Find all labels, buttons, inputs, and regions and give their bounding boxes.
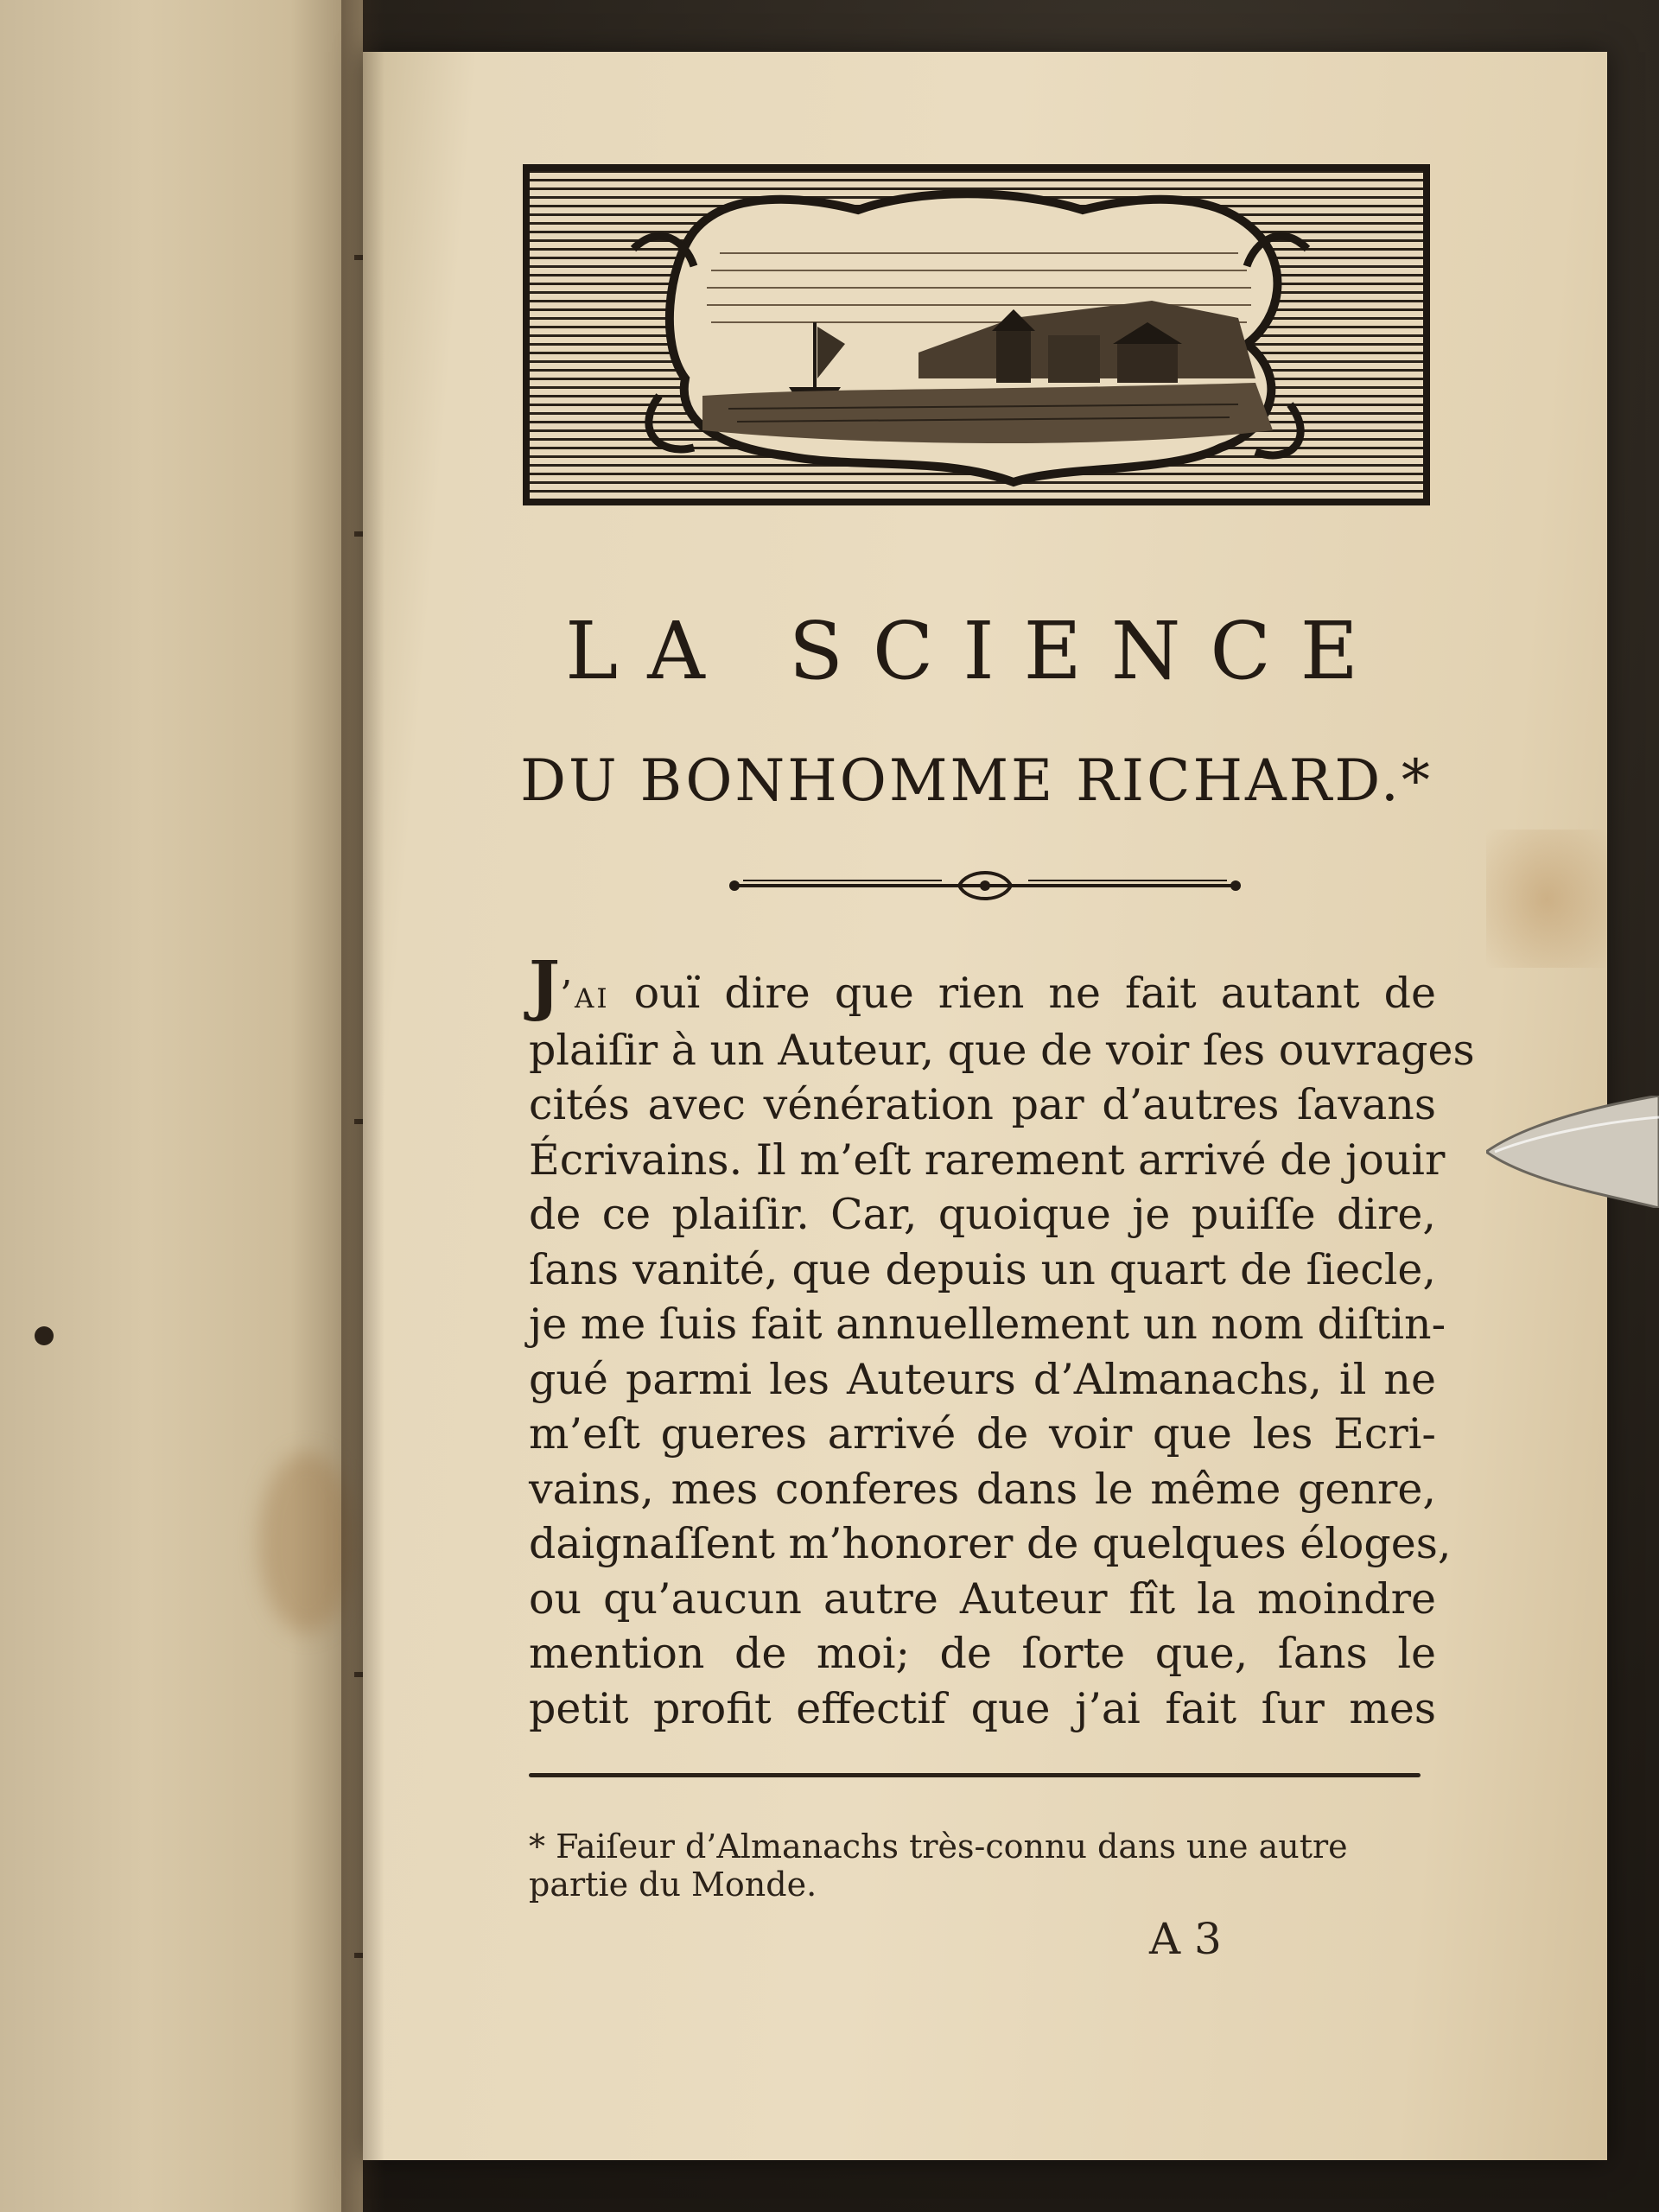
headpiece-engraving bbox=[530, 171, 1423, 499]
footnote-rule bbox=[529, 1773, 1421, 1777]
body-line: de ce plaiſir. Car, quoique je puiſſe dire, bbox=[529, 1190, 1436, 1239]
body-line: daignaſſent m’honorer de quelques éloges, bbox=[529, 1519, 1452, 1568]
drop-cap: J bbox=[529, 946, 560, 1023]
body-line-1 bbox=[529, 946, 1436, 1023]
page-title: LA SCIENCE bbox=[565, 605, 1388, 697]
signature-mark: A 3 bbox=[1149, 1914, 1222, 1964]
page-stain bbox=[259, 1452, 354, 1633]
engraved-headpiece bbox=[523, 164, 1430, 505]
body-line: ou qu’aucun autre Auteur fît la moindre bbox=[529, 1573, 1436, 1624]
body-line: gué parmi les Auteurs d’Almanachs, il ne bbox=[529, 1354, 1436, 1404]
left-page bbox=[0, 0, 363, 2212]
body-line: m’eſt gueres arrivé de voir que les Ecri- bbox=[529, 1409, 1436, 1459]
footnote: * Faiſeur d’Almanachs très-connu dans une autre partie du Monde. bbox=[529, 1827, 1348, 1904]
body-line: petit profit effectif que j’ai fait ſur mes bbox=[529, 1683, 1436, 1733]
book-gutter bbox=[341, 0, 385, 2212]
body-line: mention de moi; de ſorte que, ſans le bbox=[529, 1629, 1436, 1678]
body-line-text: ouï dire que rien ne fait autant de bbox=[633, 969, 1436, 1018]
body-line: je me ſuis fait annuellement un nom diſtin- bbox=[529, 1300, 1446, 1349]
small-caps-word: ’ai bbox=[559, 973, 610, 1017]
body-line: cités avec vénération par d’autres ſavans bbox=[529, 1080, 1436, 1129]
body-line: vains, mes conferes dans le même genre, bbox=[529, 1464, 1436, 1514]
ornament-divider bbox=[726, 864, 1244, 907]
body-line: plaiſir à un Auteur, que de voir ſes ouvrages bbox=[529, 1025, 1475, 1075]
body-line: ſans vanité, que depuis un quart de ſiecle, bbox=[529, 1244, 1436, 1294]
ink-spot bbox=[35, 1326, 54, 1345]
body-paragraph bbox=[529, 946, 1475, 1736]
page-weight-blade bbox=[1486, 1096, 1659, 1208]
body-line: Écrivains. Il m’eſt rarement arrivé de jouir bbox=[529, 1135, 1446, 1185]
page-subtitle: DU BONHOMME RICHARD.* bbox=[520, 747, 1433, 814]
page-foxing bbox=[1486, 830, 1607, 968]
